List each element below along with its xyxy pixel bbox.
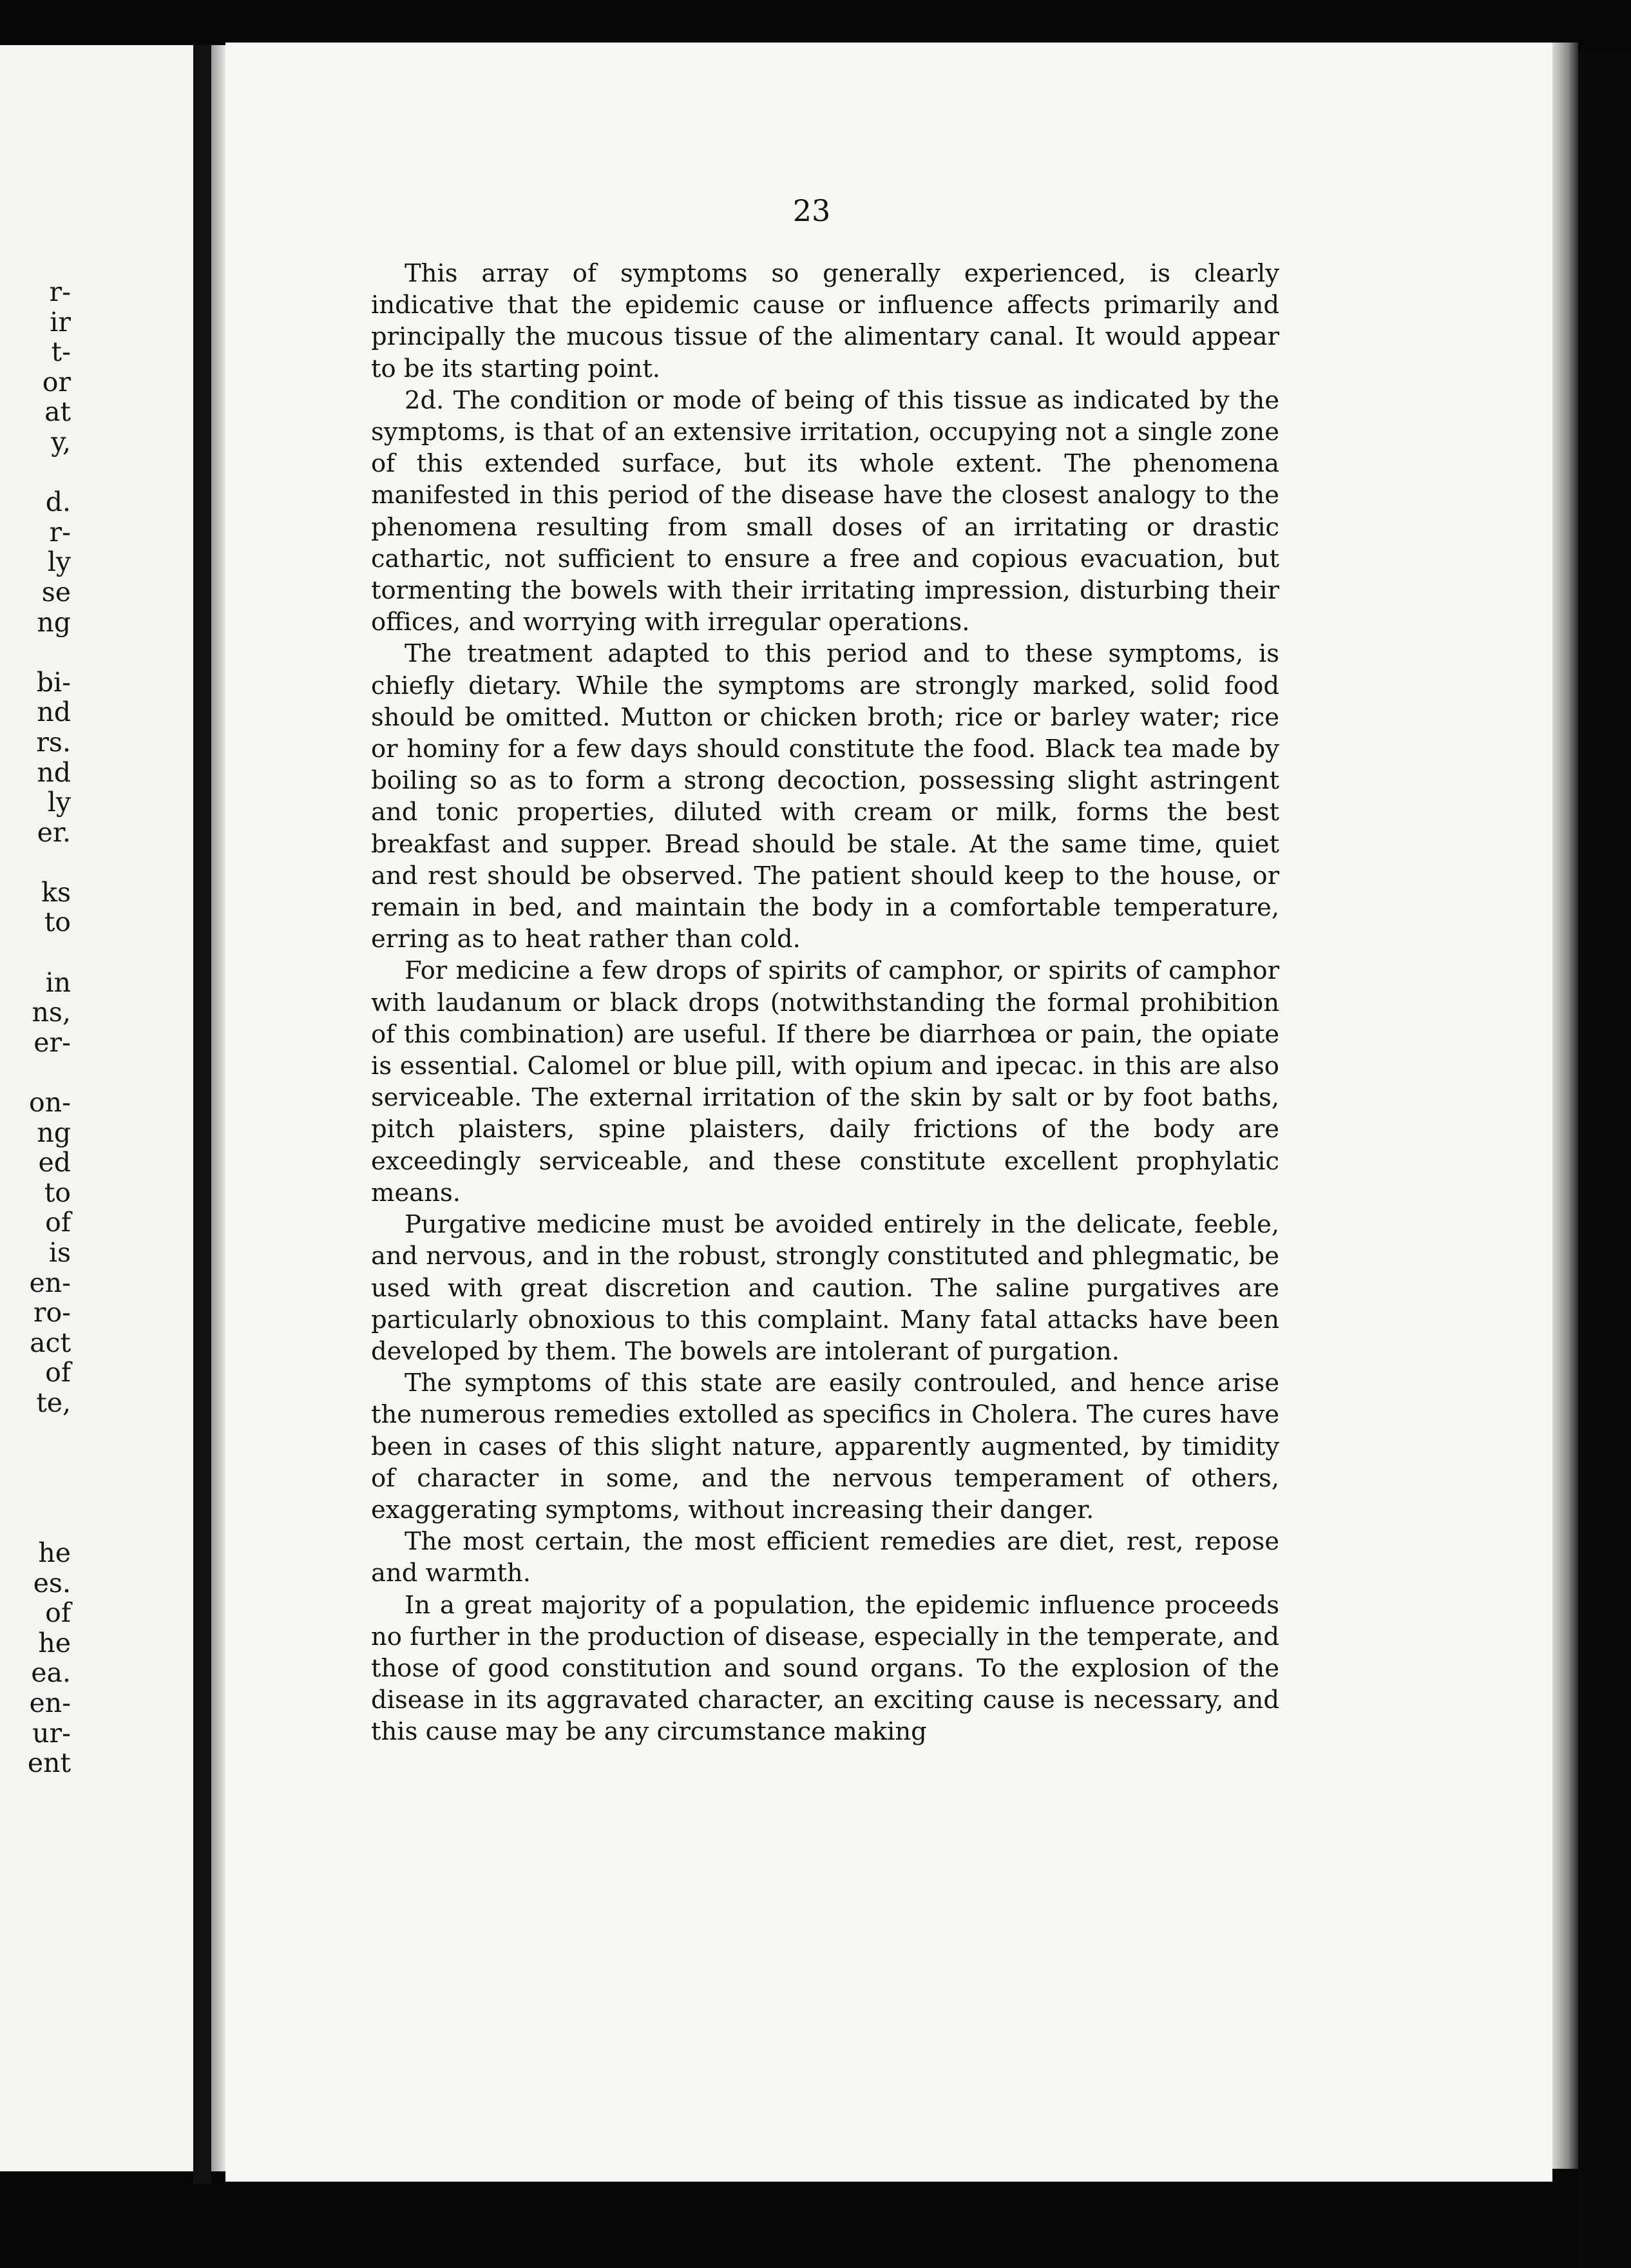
left-page-fragment: to xyxy=(44,907,71,938)
left-page-fragment xyxy=(0,1057,71,1088)
left-page-fragment: ur- xyxy=(32,1717,71,1749)
body-text xyxy=(371,258,1279,1748)
page-number: 23 xyxy=(792,193,831,228)
left-page-fragment: t- xyxy=(51,336,71,368)
left-page-fragment: d. xyxy=(45,486,71,518)
left-page-fragment xyxy=(0,847,71,878)
left-page-fragment: nd xyxy=(37,756,71,788)
left-page-fragment xyxy=(0,1508,71,1538)
left-page-fragment: te, xyxy=(36,1387,71,1418)
left-page-fragment xyxy=(0,457,71,488)
left-page-fragment: er- xyxy=(33,1026,71,1058)
left-page-fragment: ly xyxy=(47,787,71,818)
left-page-fragment: at xyxy=(44,396,71,428)
left-page-fragment: y, xyxy=(51,426,71,457)
left-page-fragment: of xyxy=(45,1597,71,1629)
left-page-fragment: ed xyxy=(38,1147,71,1178)
left-page-fragment: r- xyxy=(49,516,71,548)
paragraph: The most certain, the most efficient remedies are diet, rest, repose and warmth. xyxy=(371,1527,1279,1588)
left-page-text-fragments xyxy=(0,277,71,1778)
left-page-fragment: he xyxy=(38,1627,71,1658)
left-page-fragment: ir xyxy=(50,306,71,338)
paragraph: This array of symptoms so generally experienced, is clearly indicative that the epidemic cause or influence affects primarily and principally the mucous tissue of the alimentary canal. It would appear to be its starting point. xyxy=(371,259,1279,383)
left-page-fragment: ent xyxy=(27,1747,71,1779)
left-page-fragment xyxy=(0,937,71,968)
left-page-fragment: ea. xyxy=(31,1657,71,1689)
left-page-fragment: act xyxy=(30,1327,71,1358)
left-page-fragment: nd xyxy=(37,697,71,728)
left-page-fragment xyxy=(0,637,71,668)
left-page-fragment: to xyxy=(44,1177,71,1208)
left-facing-page xyxy=(0,45,196,2171)
left-page-fragment: se xyxy=(41,576,71,608)
left-page-fragment: ng xyxy=(37,1117,71,1148)
paragraph: The symptoms of this state are easily controuled, and hence arise the numerous remedies extolled as specifics in Cholera. The cures have been in cases of this slight nature, apparently augmented, by timidity of character in some, and the nervous temperament of others, exaggerating symptoms, without increasing their danger. xyxy=(371,1369,1279,1524)
book-gutter xyxy=(193,45,211,2184)
left-page-fragment: rs. xyxy=(36,726,71,758)
paragraph: 2d. The condition or mode of being of this tissue as indicated by the symptoms, is that of an extensive irritation, occupying not a single zone of this extended surface, but its whole extent. The phenomena manifested in this period of the disease have the closest analogy to the phenomena resulting from small doses of an irritating or drastic cathartic, not sufficient to ensure a free and copious evacuation, but tormenting the bowels with their irritating impression, disturbing their offices, and worrying with irregular operations. xyxy=(371,385,1279,637)
left-page-fragment: ns, xyxy=(32,997,71,1028)
left-page-fragment: of xyxy=(45,1207,71,1238)
left-page-fragment: he xyxy=(38,1537,71,1568)
left-page-fragment xyxy=(0,1418,71,1448)
left-page-fragment: ng xyxy=(37,606,71,638)
paragraph: The treatment adapted to this period and to these symptoms, is chiefly dietary. While the symptoms are strongly marked, solid food should be omitted. Mutton or chicken broth; rice or barley water; rice or hominy for a few days should constitute the food. Black tea made by boiling so as to form a strong decoction, possessing slight astringent and tonic properties, diluted with cream or milk, forms the best breakfast and supper. Bread should be stale. At the same time, quiet and rest should be observed. The patient should keep to the house, or remain in bed, and maintain the body in a comfortable temperature, erring as to heat rather than cold. xyxy=(371,639,1279,954)
gutter-shadow xyxy=(211,45,225,2171)
page-edge xyxy=(1552,43,1578,2169)
left-page-fragment: r- xyxy=(49,276,71,307)
left-page-fragment: es. xyxy=(33,1567,71,1599)
scan-background-edge xyxy=(1578,52,1631,2268)
paragraph: In a great majority of a population, the epidemic influence proceeds no further in the production of disease, especially in the temperate, and those of good constitution and sound organs. To the explosion of the disease in its aggravated character, an exciting cause is necessary, and this cause may be any circumstance making xyxy=(371,1590,1279,1747)
left-page-fragment: ro- xyxy=(33,1297,71,1329)
left-page-fragment: er. xyxy=(37,816,71,848)
left-page-fragment: en- xyxy=(29,1267,71,1298)
left-page-fragment: bi- xyxy=(36,666,71,698)
paragraph: For medicine a few drops of spirits of camphor, or spirits of camphor with laudanum or black drops (notwithstanding the formal prohibition of this combination) are useful. If there be diarrhœa or pain, the opiate is essential. Calomel or blue pill, with opium and ipecac. in this are also serviceable. The external irritation of the skin by salt or by foot baths, pitch plaisters, spine plaisters, daily frictions of the body are exceedingly serviceable, and these constitute excellent prophylatic means. xyxy=(371,956,1279,1207)
left-page-fragment: is xyxy=(48,1237,71,1268)
left-page-fragment: ly xyxy=(47,546,71,578)
left-page-fragment: ks xyxy=(41,876,71,908)
left-page-fragment: or xyxy=(42,366,71,398)
left-page-fragment xyxy=(0,1478,71,1508)
left-page-fragment: on- xyxy=(29,1087,71,1119)
left-page-fragment: en- xyxy=(29,1687,71,1718)
left-page-fragment: of xyxy=(45,1357,71,1389)
left-page-fragment: in xyxy=(45,966,71,998)
paragraph: Purgative medicine must be avoided entirely in the delicate, feeble, and nervous, and in the robust, strongly constituted and phlegmatic, be used with great discretion and caution. The saline purgatives are particularly obnoxious to this complaint. Many fatal attacks have been developed by them. The bowels are intolerant of purgation. xyxy=(371,1210,1279,1366)
left-page-fragment xyxy=(0,1448,71,1478)
